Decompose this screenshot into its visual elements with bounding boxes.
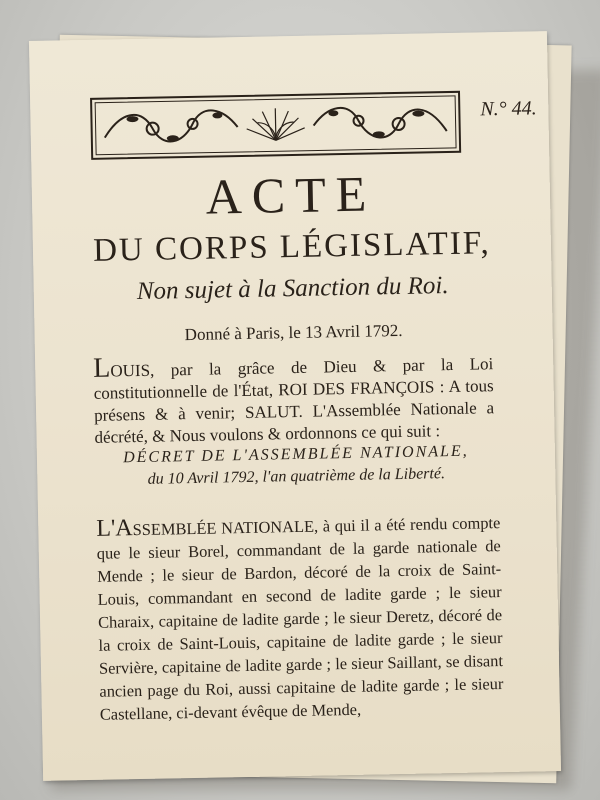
ornament-icon <box>92 93 459 158</box>
document-page <box>29 31 561 781</box>
first-word-rest: OUIS <box>110 360 151 381</box>
sunburst-icon <box>246 108 305 141</box>
ornamental-banner <box>90 91 461 160</box>
body-initial: L'A <box>96 515 133 542</box>
page-title-line2: DU CORPS LÉGISLATIF, <box>92 225 492 269</box>
decree-line-1: DÉCRET DE L'ASSEMBLÉE NATIONALE, <box>122 442 469 467</box>
preamble-text: , par la grâce de Dieu & par la Loi constitutionnelle de l'État, ROI DES FRANÇOIS : A tous présens & à venir; SALUT. L'Assemblée Nationale a décrété, & Nous voulons & ordonnons ce qui suit : <box>93 354 495 447</box>
given-at-line: Donné à Paris, le 13 Avril 1792. <box>184 320 403 345</box>
decree-line-2: du 10 Avril 1792, l'an quatrième de la Liberté. <box>147 465 446 488</box>
page-title: ACTE <box>205 165 377 225</box>
subtitle: Non sujet à la Sanction du Roi. <box>136 272 449 306</box>
decree-heading <box>37 439 556 493</box>
body-first-word-rest: SSEMBLÉE NATIONALE <box>132 516 315 540</box>
decree-body <box>96 510 504 726</box>
document-number: N.° 44. <box>480 97 537 121</box>
body-text: , à qui il a été rendu compte que le sieur Borel, commandant de la garde nationale de Mende ; le sieur de Bardon, décoré de la croix de Saint-Louis, commandant en second de ladite garde ; le sieur Charaix, capitaine de ladite garde ; le sieur Deretz, décoré de la croix de Saint-Louis, capitaine de ladite garde ; le sieur Servière, capitaine de ladite garde ; le sieur Saillant, se disant ancien page du Roi, aussi capitaine de ladite garde ; le sieur Castellane, ci-devant évêque de Mende, <box>96 513 504 724</box>
drop-initial: L <box>92 352 111 384</box>
royal-preamble <box>93 350 495 449</box>
